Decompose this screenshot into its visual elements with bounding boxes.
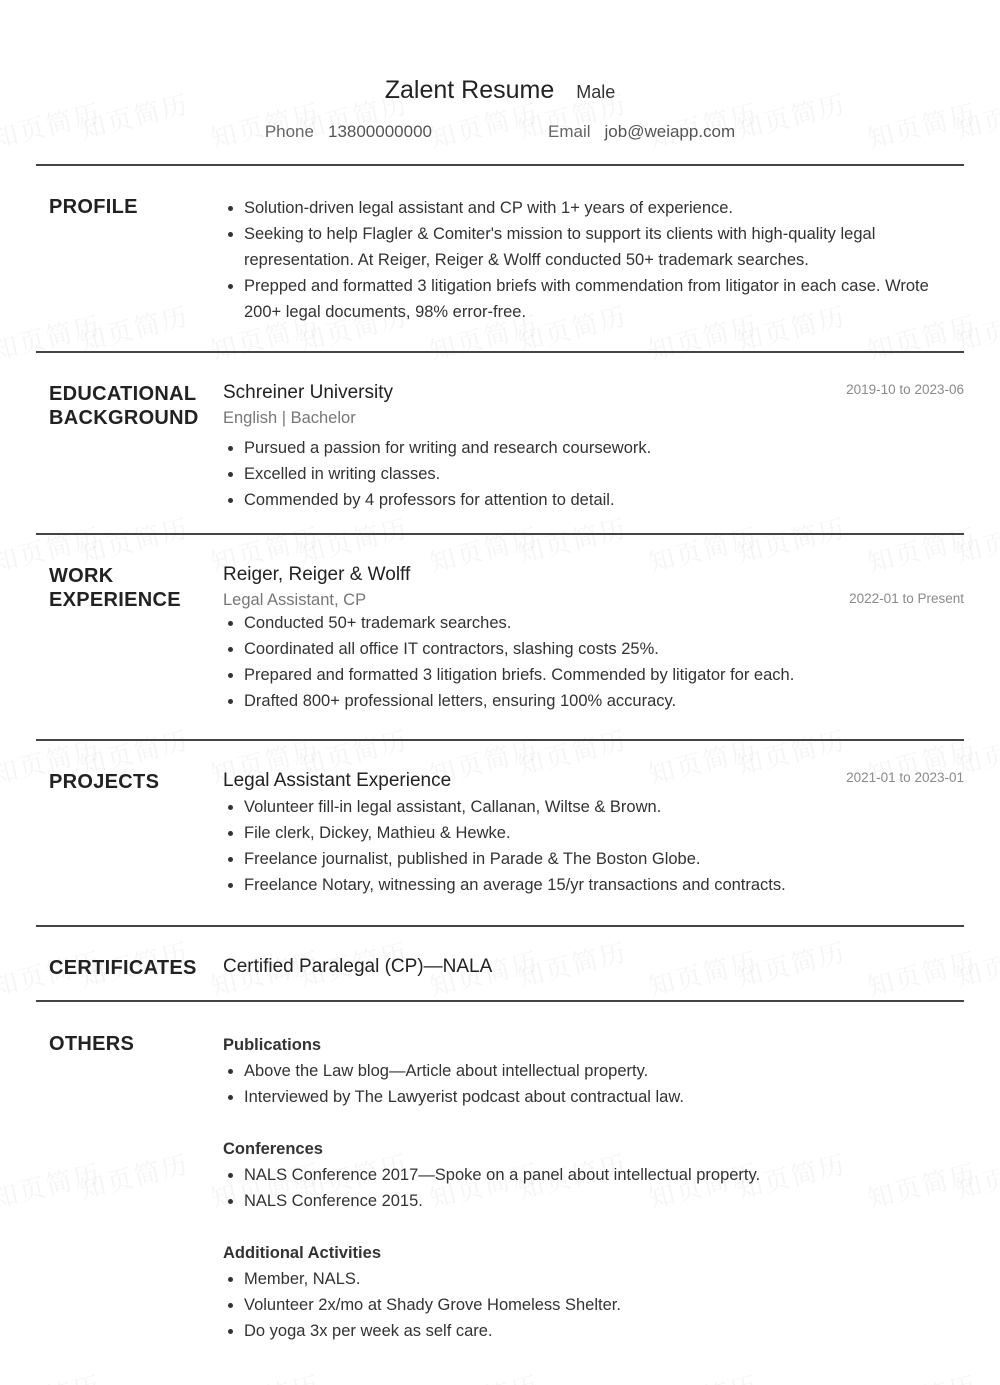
group-heading: Publications [223,1036,322,1054]
certificate-item: Certified Paralegal (CP)—NALA [223,956,493,977]
education-body [223,380,964,513]
school-name: Schreiner University [223,382,393,403]
project-bullets [223,794,964,898]
certificates-title: CERTIFICATES [49,957,197,979]
email-label: Email [548,122,591,141]
education-section [36,351,964,509]
profile-bullets [223,195,964,325]
list-item: Volunteer fill-in legal assistant, Callanan, Wiltse & Brown. [223,794,964,820]
project-name: Legal Assistant Experience [223,770,452,791]
list-item: Prepared and formatted 3 litigation briefs. Commended by litigator for each. [223,662,964,688]
watermark-text [0,1153,105,1216]
list-item: Member, NALS. [223,1266,964,1292]
name-row [0,76,1000,110]
projects-body [223,768,964,898]
list-item: Pursued a passion for writing and research coursework. [223,435,964,461]
projects-title: PROJECTS [49,771,160,793]
list-item: Conducted 50+ trademark searches. [223,610,964,636]
list-item: Solution-driven legal assistant and CP with 1+ years of experience. [223,195,964,221]
profile-body [223,195,964,325]
list-item: NALS Conference 2017—Spoke on a panel about intellectual property. [223,1162,964,1188]
watermark-text [75,296,193,359]
list-item: Interviewed by The Lawyerist podcast about contractual law. [223,1084,964,1110]
watermark-text [206,1365,324,1385]
group-bullets [223,1058,964,1110]
watermark-text [75,508,193,571]
candidate-gender: Male [576,82,616,102]
education-title-line1: EDUCATIONAL [49,383,197,405]
others-group-activities [223,1240,964,1344]
group-heading: Additional Activities [223,1244,381,1262]
certificates-section [36,925,964,979]
list-item: Excelled in writing classes. [223,461,964,487]
group-heading: Conferences [223,1140,323,1158]
education-title [49,382,199,430]
project-date: 2021-01 to 2023-01 [846,770,964,785]
watermark-text [644,1365,762,1385]
phone-contact [265,122,432,142]
others-body [223,1032,964,1344]
work-role-row [223,587,964,610]
others-group-publications [223,1032,964,1110]
education-major: English | Bachelor [223,409,356,427]
list-item: Prepped and formatted 3 litigation briefs with commendation from litigator in each case. Wrote 200+ legal documents, 98% error-free. [223,273,964,325]
work-date: 2022-01 to Present [849,591,964,606]
others-section [36,1000,964,1340]
work-title-line2: EXPERIENCE [49,589,181,611]
email-value: job@weiapp.com [604,122,736,141]
email-contact [548,122,735,142]
work-title [49,564,181,612]
list-item: Commended by 4 professors for attention to detail. [223,487,964,513]
phone-label: Phone [264,122,314,141]
education-bullets [223,435,964,513]
list-item: Coordinated all office IT contractors, slashing costs 25%. [223,636,964,662]
watermark-text [0,1365,105,1385]
phone-value: 13800000000 [327,122,432,141]
education-item-head [223,380,964,405]
watermark-text [75,1144,193,1207]
list-item: NALS Conference 2015. [223,1188,964,1214]
list-item: File clerk, Dickey, Mathieu & Hewke. [223,820,964,846]
projects-section [36,739,964,894]
work-role: Legal Assistant, CP [223,591,367,609]
contact-row [0,122,1000,142]
watermark-text [0,305,105,368]
list-item: Freelance Notary, witnessing an average 15/yr transactions and contracts. [223,872,964,898]
list-item: Drafted 800+ professional letters, ensuring 100% accuracy. [223,688,964,714]
resume-header [0,76,1000,142]
candidate-name: Zalent Resume [384,76,555,104]
certificates-body [223,954,964,980]
education-title-line2: BACKGROUND [49,407,199,429]
list-item: Above the Law blog—Article about intellectual property. [223,1058,964,1084]
watermark-text [863,1365,981,1385]
work-item-head [223,562,964,587]
work-title-line1: WORK [49,565,114,587]
profile-section [36,164,964,321]
others-group-conferences [223,1136,964,1214]
list-item: Do yoga 3x per week as self care. [223,1318,964,1344]
group-bullets [223,1266,964,1344]
work-section [36,533,964,710]
education-date: 2019-10 to 2023-06 [846,382,964,397]
project-item-head [223,768,964,793]
list-item: Volunteer 2x/mo at Shady Grove Homeless Shelter. [223,1292,964,1318]
watermark-text [425,1365,543,1385]
work-body [223,562,964,714]
profile-title: PROFILE [49,196,138,218]
list-item: Freelance journalist, published in Parade & The Boston Globe. [223,846,964,872]
others-title: OTHERS [49,1033,135,1055]
list-item: Seeking to help Flagler & Comiter's mission to support its clients with high-quality legal representation. At Reiger, Reiger & Wolff conducted 50+ trademark searches. [223,221,964,273]
work-bullets [223,610,964,714]
group-bullets [223,1162,964,1214]
company-name: Reiger, Reiger & Wolff [223,564,411,585]
